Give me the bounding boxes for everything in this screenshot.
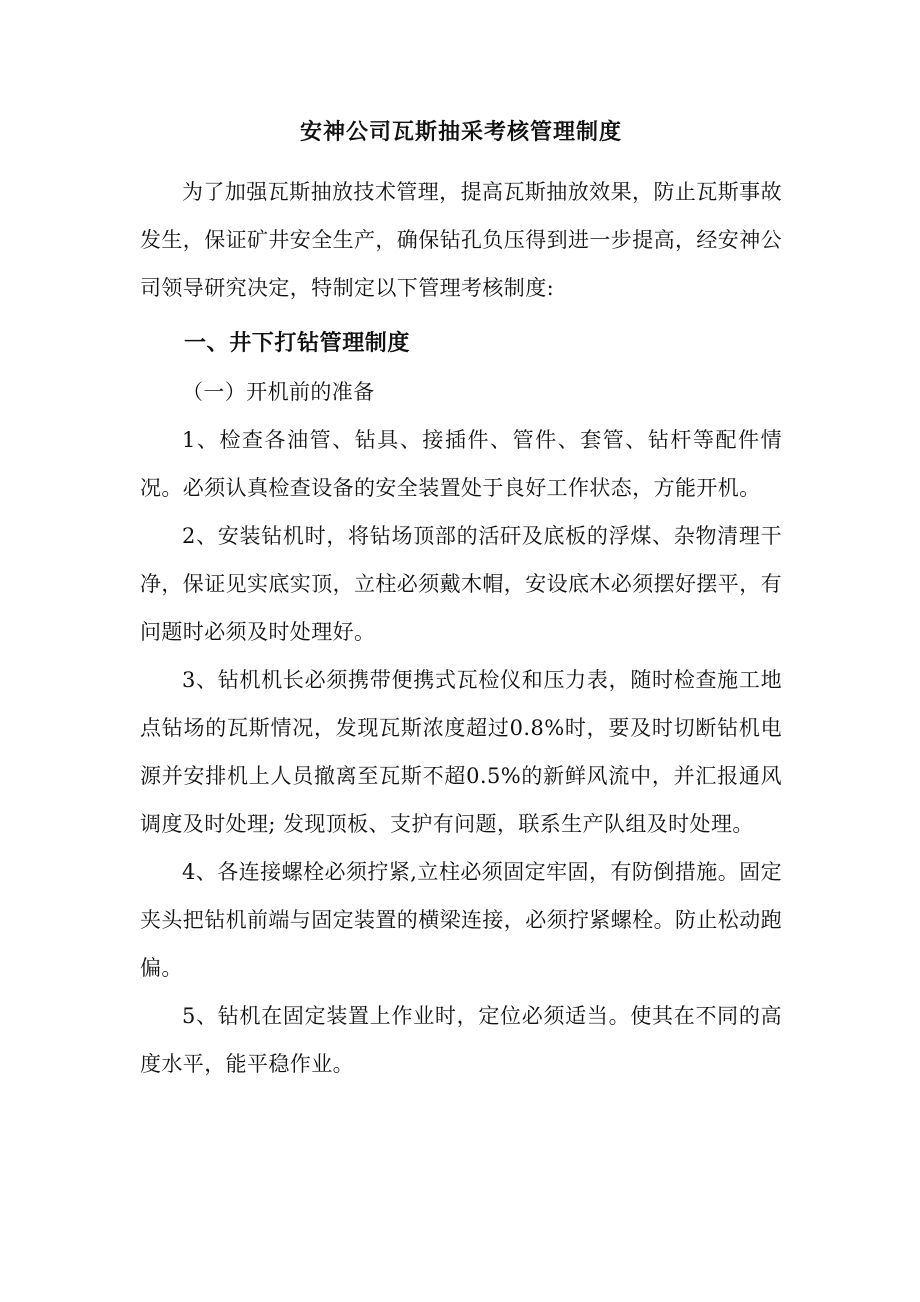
item-paragraph: 2、安装钻机时，将钻场顶部的活矸及底板的浮煤、杂物清理干净，保证见实底实顶，立柱必须戴木帽，安设底木必须摆好摆平，有问题时必须及时处理好。 [140,524,782,644]
item-paragraph: 5、钻机在固定装置上作业时，定位必须适当。使其在不同的高度水平，能平稳作业。 [140,1004,782,1076]
item-paragraph: 3、钻机机长必须携带便携式瓦检仪和压力表，随时检查施工地点钻场的瓦斯情况，发现瓦斯浓度超过0.8%时，要及时切断钻机电源并安排机上人员撤离至瓦斯不超0.5%的新鲜风流中，并汇报通风调度及时处理; 发现顶板、支护有问题，联系生产队组及时处理。 [140,668,782,836]
subsection-heading: （一）开机前的准备 [182,380,375,404]
item-paragraph: 1、检查各油管、钻具、接插件、管件、套管、钻杆等配件情况。必须认真检查设备的安全装置处于良好工作状态，方能开机。 [140,428,782,500]
item-paragraph: 4、各连接螺栓必须拧紧,立柱必须固定牢固，有防倒措施。固定夹头把钻机前端与固定装置的横梁连接，必须拧紧螺栓。防止松动跑偏。 [140,860,782,980]
document-title: 安神公司瓦斯抽采考核管理制度 [299,120,622,145]
intro-paragraph: 为了加强瓦斯抽放技术管理，提高瓦斯抽放效果，防止瓦斯事故发生，保证矿井安全生产，确保钻孔负压得到进一步提高，经安神公司领导研究决定，特制定以下管理考核制度: [140,180,782,300]
section-heading: 一、井下打钻管理制度 [184,331,411,356]
document-page [140,116,782,1088]
